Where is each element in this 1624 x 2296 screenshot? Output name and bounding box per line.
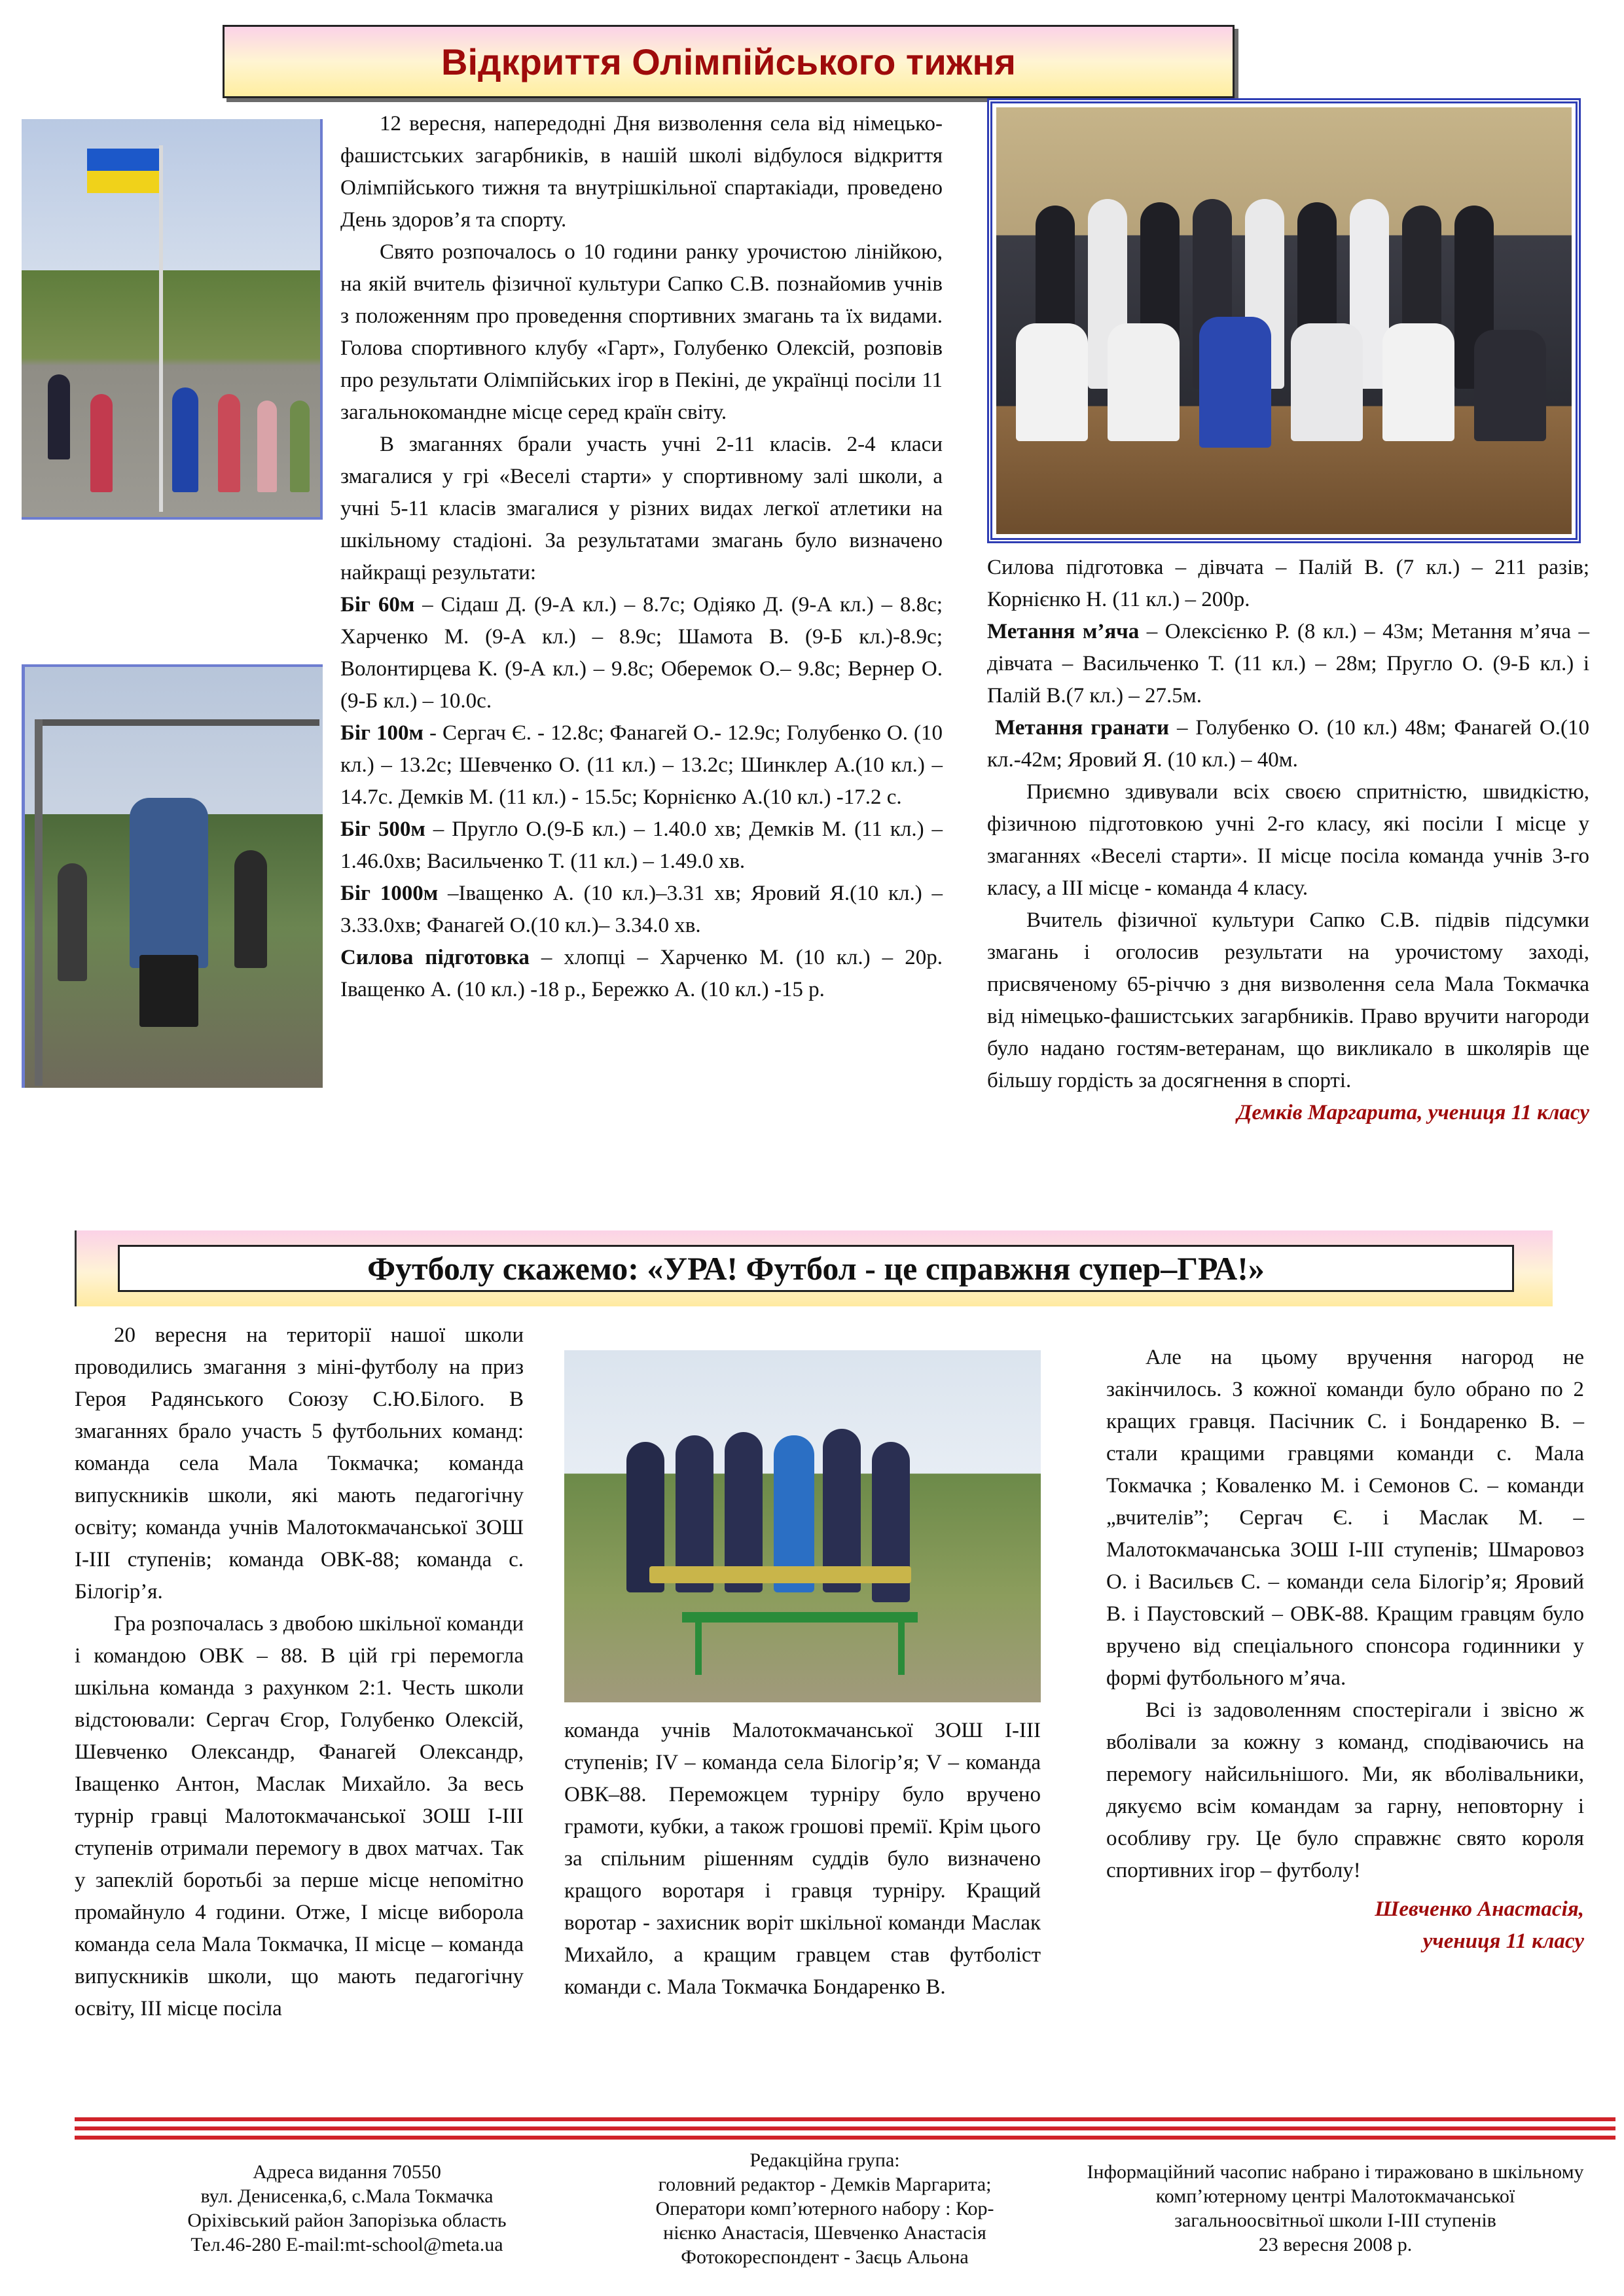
- footer-line: загальноосвітньої школи І-ІІІ ступенів: [1174, 2210, 1496, 2231]
- footer-line: Інформаційний часопис набрано і тиражовано в шкільному: [1087, 2161, 1584, 2183]
- article1-column-2: [987, 552, 1589, 1129]
- footer-line: вул. Денисенка,6, с.Мала Токмачка: [200, 2185, 494, 2207]
- footer-address: [105, 2160, 589, 2257]
- result-run-60m: Біг 60м – Сідаш Д. (9-А кл.) – 8.7с; Одіяко Д. (9-А кл.) – 8.8с; Харченко М. (9-А кл.) – 8.9с; Шамота В. (9-Б кл.)-8.9с; Волонтирцева К. (9-А кл.) – 9.8с; Оберемок О.– 9.8с; Вернер О. (9-Б кл.) – 10.0с.: [340, 593, 943, 713]
- footer-line: Фотокореспондент - Заєць Альона: [681, 2246, 969, 2268]
- football-team-photo: [564, 1350, 1041, 1702]
- article2-title: Футболу скажемо: «УРА! Футбол - це справжня супер–ГРА!»: [367, 1250, 1265, 1287]
- result-grenade-throw: Метання гранати – Голубенко О. (10 кл.) 48м; Фанагей О.(10 кл.-42м; Яровий Я. (10 кл.) – 40м.: [987, 716, 1590, 772]
- footer-line: головний редактор - Демків Маргарита;: [658, 2174, 992, 2195]
- article2-paragraph: Але на цьому вручення нагород не закінчилось. З кожної команди було обрано по 2 кращих гравця. Пасічник С. і Бондаренко В. – стали кращими гравцями команди с. Мала Токмачка ; Коваленко М. і Семонов С. – команди „вчителів”; Сергач Є. і Маслак М. – Малотокмачанська ЗОШ І-ІІІ ступенів; Шмаровоз О. і Васильєв С. – команди села Білогір’я; Яровий В. і Паустовский – ОВК-88. Кращим гравцям було вручено від спеціального спонсора годинники у формі футбольного м’яча.: [1106, 1346, 1584, 1690]
- footer-line: нієнко Анастасія, Шевченко Анастасія: [663, 2222, 986, 2244]
- article2-paragraph: команда учнів Малотокмачанської ЗОШ І-ІІІ ступенів; IV – команда села Білогір’я; V – команда ОВК–88. Переможцем турніру було вручено грамоти, кубки, а також грошові премії. Крім цього за спільним рішенням суддів було визначено кращого воротаря і гравця турніру. Кращий воротар - захисник воріт шкільної команди Маслак Михайло, а кращим гравцем став футболіст команди с. Мала Токмачка Бондаренко В.: [564, 1719, 1041, 1999]
- article2-column-3: [1106, 1342, 1584, 1958]
- article2-signature-role: учениця 11 класу: [1422, 1929, 1584, 1953]
- footer-line: Оператори комп’ютерного набору : Кор-: [655, 2198, 994, 2219]
- article1-title-banner: [223, 25, 1235, 98]
- article1-title: Відкриття Олімпійського тижня: [441, 41, 1016, 82]
- article2-title-box: [118, 1245, 1514, 1292]
- result-run-500m: Біг 500м – Пругло О.(9-Б кл.) – 1.40.0 хв; Демків М. (11 кл.) – 1.46.0хв; Васильченко Т. (11 кл.) – 1.49.0 хв.: [340, 817, 943, 873]
- pull-up-photo: [22, 664, 323, 1088]
- class-group-photo: [987, 98, 1581, 543]
- footer-line: Редакційна група:: [749, 2149, 900, 2171]
- article1-paragraph: Вчитель фізичної культури Сапко С.В. підвів підсумки змагань і оголосив результати на урочистому заході, присвяченому 65-річчю з дня визволення села Мала Токмачка від німецько-фашистських загарбників. Право вручити нагороди було надано гостям-ветеранам, що викликало в школярів ще більшу гордість за досягнення в спорті.: [987, 908, 1589, 1092]
- result-ball-throw: Метання м’яча – Олексієнко Р. (8 кл.) – 43м; Метання м’яча – дівчата – Васильченко Т. (11 кл.) – 28м; Пругло О. (9-Б кл.) і Палій В.(7 кл.) – 27.5м.: [987, 620, 1589, 708]
- result-strength-girls: Силова підготовка – дівчата – Палій В. (7 кл.) – 211 разів; Корнієнко Н. (11 кл.) – 200р.: [987, 556, 1589, 611]
- article1-paragraph: В змаганнях брали участь учні 2-11 класів. 2-4 класи змагалися у грі «Веселі старти» у спортивному залі школи, а учні 5-11 класів змагалися у різних видах легкої атлетики на шкільному стадіоні. За результатами змагань було визначено найкращі результати:: [340, 433, 943, 584]
- footer-line: Оріхівський район Запорізька область: [187, 2210, 507, 2231]
- article2-paragraph: 20 вересня на території нашої школи проводились змагання з міні-футболу на приз Героя Радянського Союзу С.Ю.Білого. В змаганнях брало участь 5 футбольних команд: команда села Мала Токмачка; команда випускників школи, які мають педагогічну освіту; команда учнів Малотокмачанської ЗОШ І-ІІІ ступенів; команда ОВК-88; команда с. Білогір’я.: [75, 1323, 524, 1604]
- footer-line: Адреса видання 70550: [253, 2161, 441, 2183]
- article1-column-1: [340, 108, 943, 1006]
- footer-line: комп’ютерному центрі Малотокмачанської: [1155, 2185, 1515, 2207]
- article2-signature-name: Шевченко Анастасія,: [1375, 1897, 1584, 1921]
- article2-column-1: [75, 1319, 524, 2025]
- footer-editorial-group: [589, 2148, 1060, 2269]
- article1-paragraph: 12 вересня, напередодні Дня визволення села від німецько-фашистських загарбників, в нашій школі відбулося відкриття Олімпійського тижня та внутрішкільної спартакіади, проведено День здоров’я та спорту.: [340, 112, 943, 232]
- result-run-100m: Біг 100м - Сергач Є. - 12.8с; Фанагей О.- 12.9с; Голубенко О. (10 кл.) – 13.2с; Шевченко О. (11 кл.) – 13.2с; Шинклер А.(10 кл.) – 14.7с. Демків М. (11 кл.) - 15.5с; Корнієнко А.(10 кл.) -17.2 с.: [340, 721, 943, 809]
- footer-print-info: [1054, 2160, 1617, 2257]
- article1-signature: Демків Маргарита, учениця 11 класу: [1236, 1101, 1589, 1124]
- footer-email: Тел.46-280 E-mail:mt-school@meta.ua: [190, 2234, 503, 2255]
- flag-ceremony-photo: [22, 119, 323, 520]
- article2-column-2: [564, 1715, 1041, 2003]
- article2-paragraph: Гра розпочалась з двобою шкільної команди і командою ОВК – 88. В цій грі перемогла шкільна команда з рахунком 2:1. Честь школи відстоювали: Сергач Єгор, Голубенко Олексій, Шевченко Олександр, Фанагей Олександр, Іващенко Антон, Маслак Михайло. За весь турнір гравці Малотокмачанської ЗОШ І-ІІІ ступенів отримали перемогу в двох матчах. Так у запеклій боротьбі за перше місце непомітно промайнуло 4 години. Отже, І місце виборола команда села Мала Токмачка, ІІ місце – команда випускників школи, що мають педагогічну освіту, ІІІ місце посіла: [75, 1612, 524, 2020]
- footer-date: 23 вересня 2008 р.: [1258, 2234, 1413, 2255]
- footer-rule: [75, 2126, 1615, 2130]
- footer-rule: [75, 2136, 1615, 2140]
- article1-paragraph: Свято розпочалось о 10 години ранку урочистою лінійкою, на якій вчитель фізичної культури Сапко С.В. познайомив учнів з положенням про проведення спортивних змагань та їх видами. Голова спортивного клубу «Гарт», Голубенко Олексій, розповів про результати Олімпійських ігор в Пекіні, де українці посіли 11 загальнокомандне місце серед країн світу.: [340, 240, 943, 424]
- result-run-1000m: Біг 1000м –Іващенко А. (10 кл.)–3.31 хв; Яровий Я.(10 кл.) – 3.33.0хв; Фанагей О.(10 кл.)– 3.34.0 хв.: [340, 882, 943, 937]
- result-strength-boys: Силова підготовка – хлопці – Харченко М. (10 кл.) – 20р. Іващенко А. (10 кл.) -18 р., Бережко А. (10 кл.) -15 р.: [340, 946, 943, 1001]
- footer-rule: [75, 2117, 1615, 2121]
- article2-paragraph: Всі із задоволенням спостерігали і звісно ж вболівали за кожну з команд, сподіваючись на перемогу найсильнішого. Ми, як вболівальники, дякуємо всім командам за гарну, неповторну і особливу гру. Це було справжнє свято короля спортивних ігор – футболу!: [1106, 1698, 1584, 1882]
- article1-paragraph: Приємно здивували всіх своєю спритністю, швидкістю, фізичною підготовкою учні 2-го класу, які посіли І місце у змаганнях «Веселі старти». ІІ місце посіла команда учнів 3-го класу, а ІІІ місце - команда 4 класу.: [987, 780, 1589, 900]
